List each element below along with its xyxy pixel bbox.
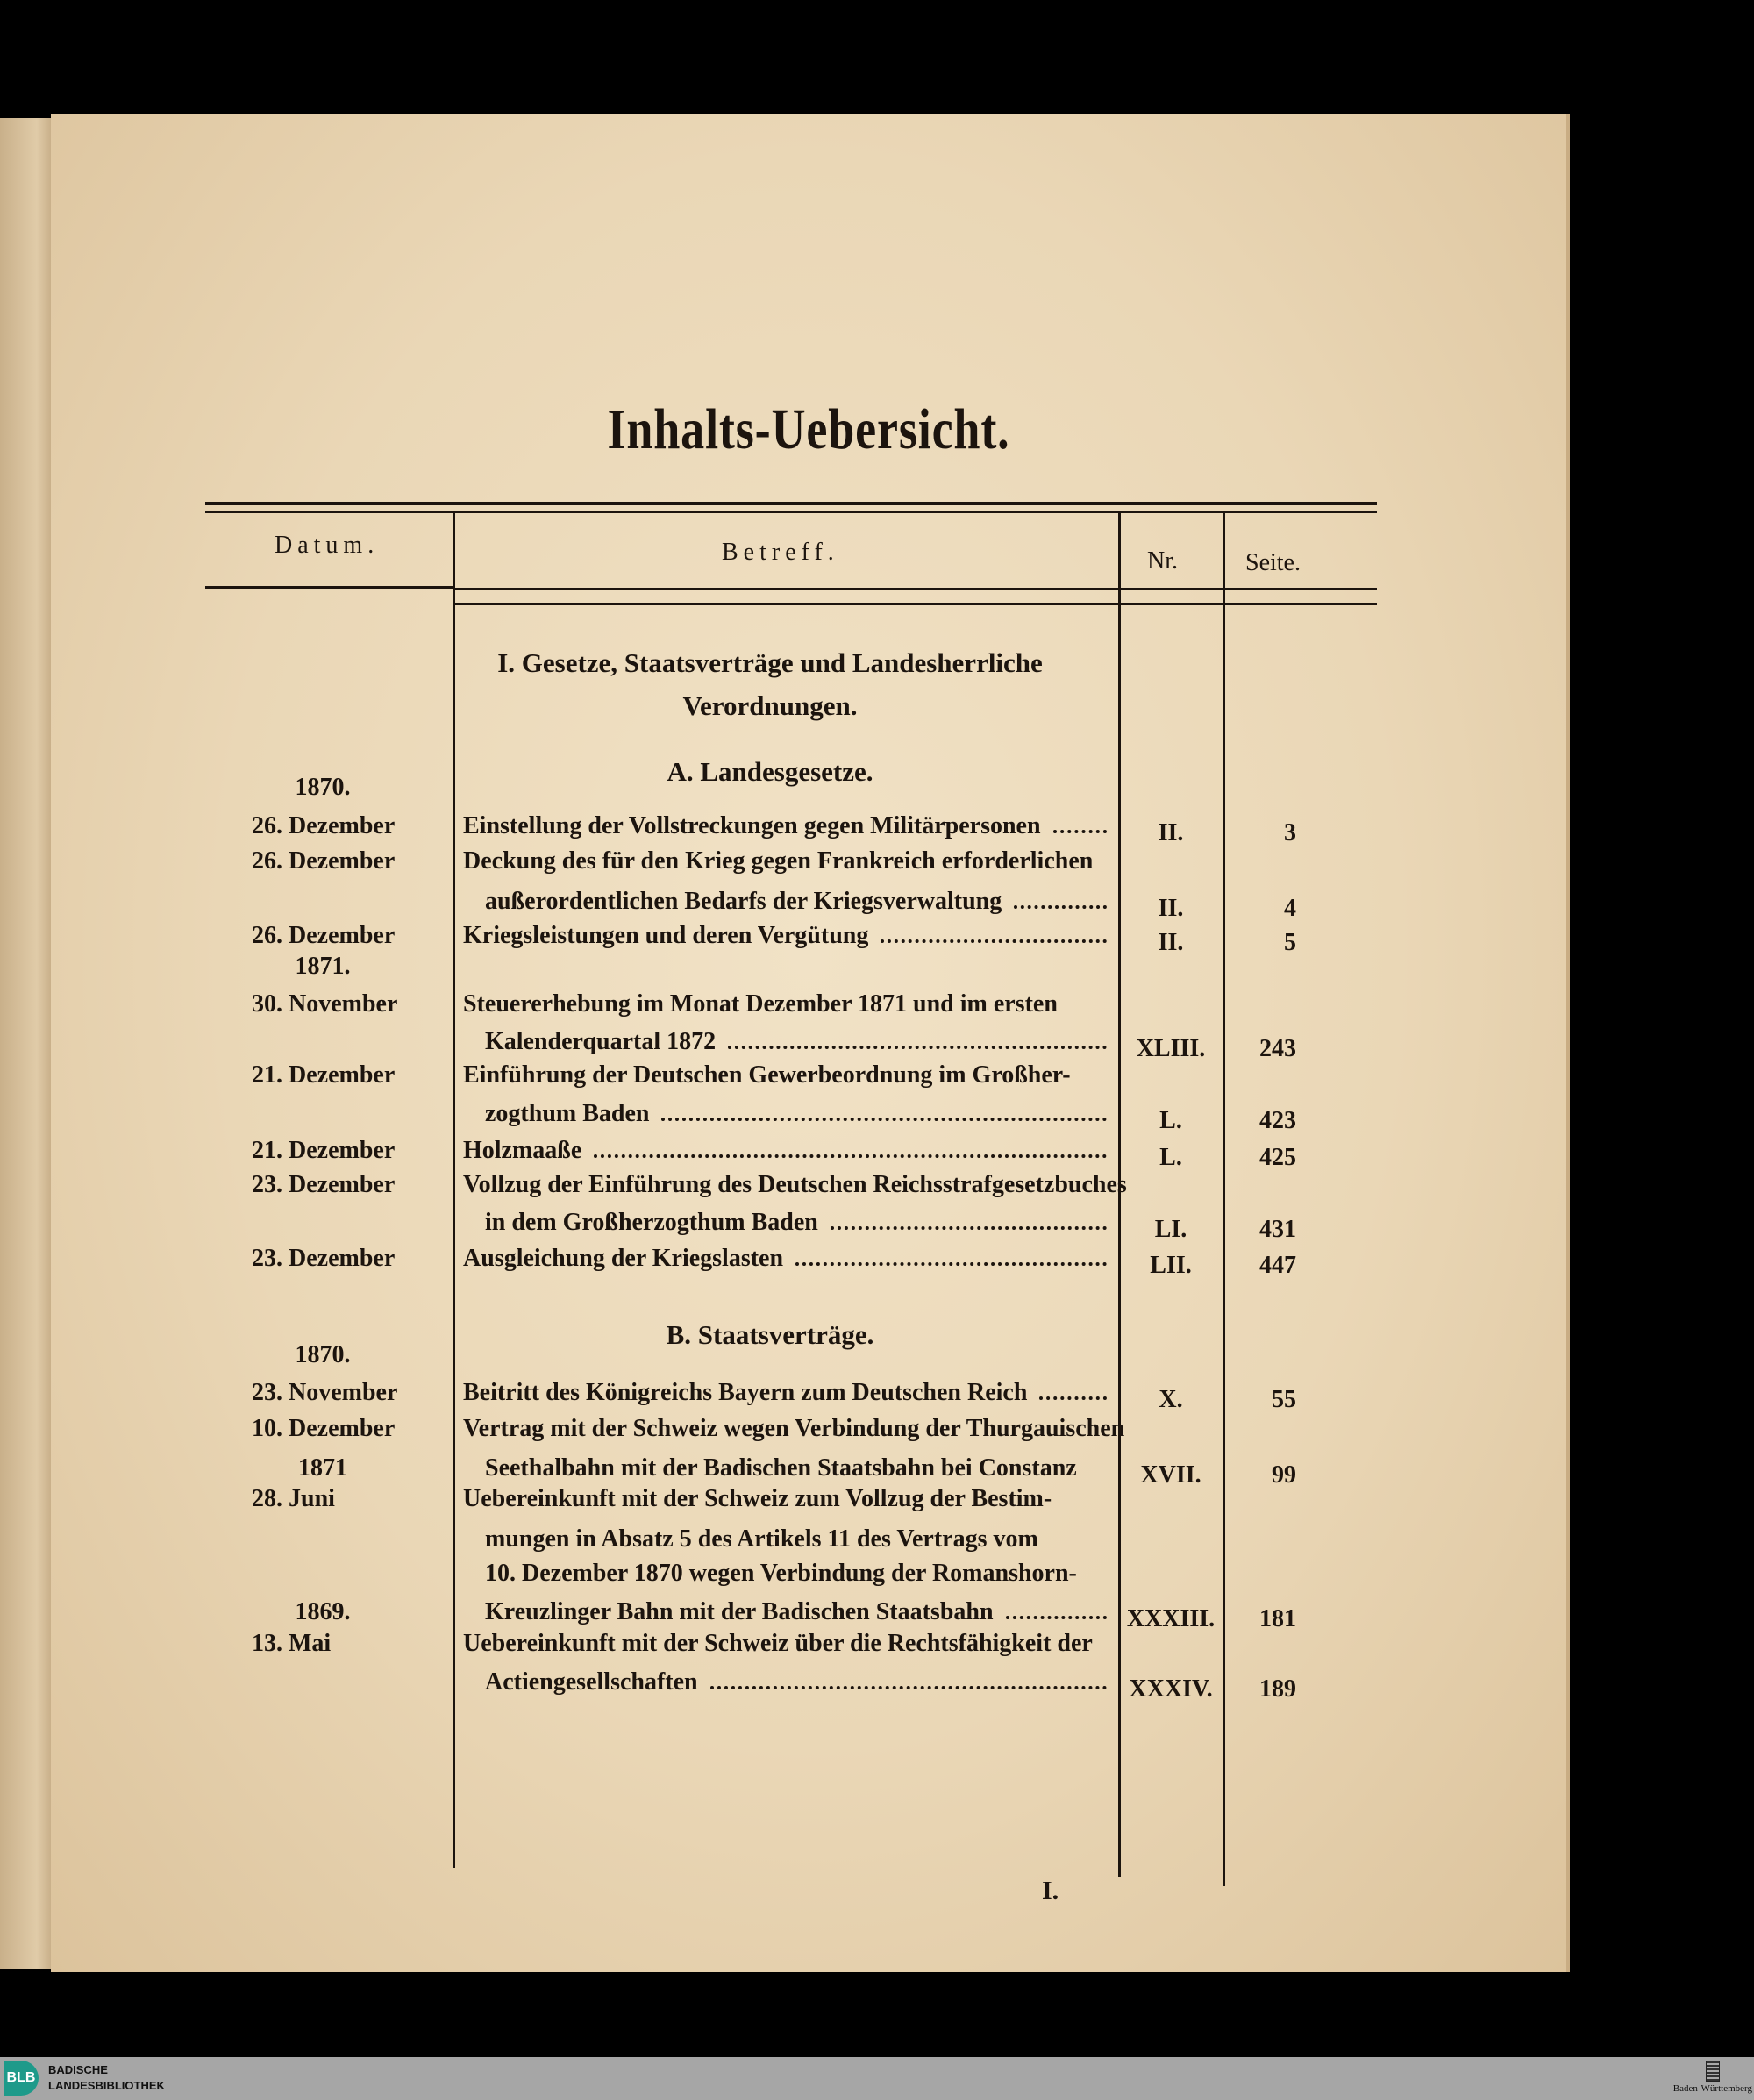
state-logo [1673, 2061, 1752, 2094]
entry-date: 28. Juni [252, 1485, 335, 1512]
entry-subject-text: Holzmaaße [463, 1137, 582, 1164]
entry-date: 13. Mai [252, 1630, 332, 1657]
year-label: 1871. [295, 953, 351, 980]
entry-subject-text: Uebereinkunft mit der Schweiz zum Vollzug der Bestim- [463, 1485, 1052, 1512]
entry-subject-text: Actiengesellschaften [485, 1668, 698, 1696]
entry-subject-text: in dem Großherzogthum Baden [485, 1209, 818, 1236]
entry-subject [463, 1626, 1112, 1661]
entry-subject-text: Einführung der Deutschen Gewerbeordnung im Großher- [463, 1061, 1071, 1089]
entry-page: 243 [1259, 1035, 1296, 1062]
dot-leader [728, 1045, 1107, 1049]
dot-leader [1039, 1396, 1107, 1400]
entry-date: 21. Dezember [252, 1137, 396, 1164]
entry-subject [485, 1205, 1112, 1240]
entry-subject [485, 1595, 1112, 1630]
page-number: I. [1042, 1876, 1059, 1905]
entry-subject-text: Vertrag mit der Schweiz wegen Verbindung der Thurgauischen [463, 1415, 1125, 1442]
subsection-heading-a: A. Landesgesetze. [667, 756, 873, 787]
page-title: Inhalts-Uebersicht. [607, 397, 1010, 461]
library-name [48, 2062, 165, 2094]
dot-leader [881, 939, 1107, 943]
entry-subject [463, 1241, 1112, 1276]
year-label: 1871 [298, 1454, 347, 1482]
dot-leader [831, 1225, 1107, 1230]
entry-subject [485, 884, 1112, 919]
entry-number: XXXIV. [1129, 1675, 1213, 1703]
footer-bar [0, 2057, 1754, 2100]
dot-leader [661, 1117, 1107, 1121]
entry-subject-text: Einstellung der Vollstreckungen gegen Militärpersonen [463, 812, 1041, 839]
entry-subject [463, 987, 1112, 1022]
entry-subject-text: Ausgleichung der Kriegslasten [463, 1245, 784, 1272]
entry-subject-text: Kriegsleistungen und deren Vergütung [463, 922, 869, 949]
entry-number: XXXIII. [1126, 1605, 1216, 1632]
header-rule-2 [453, 603, 1377, 605]
entry-date: 23. Dezember [252, 1245, 396, 1272]
entry-date: 30. November [252, 990, 398, 1018]
table-top-rule [205, 502, 1377, 505]
dot-leader [594, 1154, 1107, 1158]
column-header-nr: Nr. [1147, 547, 1178, 575]
entry-date: 26. Dezember [252, 922, 396, 949]
column-header-datum: Datum. [275, 532, 380, 559]
entry-subject [463, 1133, 1112, 1168]
entry-number: L. [1159, 1144, 1182, 1171]
state-name: Baden-Württemberg [1672, 2083, 1752, 2094]
header-rule [453, 588, 1377, 590]
blb-logo: BLB [4, 2061, 39, 2096]
entry-page: 425 [1259, 1144, 1296, 1171]
dot-leader [710, 1685, 1107, 1689]
entry-subject-text: Deckung des für den Krieg gegen Frankreich erforderlichen [463, 847, 1094, 875]
entry-page: 181 [1259, 1605, 1296, 1632]
subsection-heading-b: B. Staatsverträge. [666, 1319, 874, 1350]
entry-number: LI. [1154, 1216, 1187, 1243]
entry-subject [485, 1522, 1112, 1557]
entry-subject [485, 1451, 1112, 1486]
entry-subject [485, 1556, 1112, 1591]
entry-number: L. [1159, 1107, 1182, 1134]
year-label: 1869. [295, 1598, 351, 1625]
entry-number: XVII. [1140, 1461, 1201, 1489]
entry-subject [463, 918, 1112, 954]
entry-subject-text: mungen in Absatz 5 des Artikels 11 des Vertrags vom [485, 1525, 1038, 1553]
dot-leader [795, 1261, 1107, 1266]
entry-number: II. [1158, 819, 1184, 846]
entry-page: 431 [1259, 1216, 1296, 1243]
column-header-seite: Seite. [1245, 549, 1301, 576]
entry-subject [463, 1482, 1112, 1517]
entry-subject [463, 1058, 1112, 1093]
entry-page: 189 [1259, 1675, 1296, 1703]
entry-subject-text: Vollzug der Einführung des Deutschen Reichsstrafgesetzbuches [463, 1171, 1127, 1198]
entry-page: 55 [1272, 1386, 1296, 1413]
entry-subject-text: Kalenderquartal 1872 [485, 1028, 717, 1055]
entry-number: II. [1158, 895, 1184, 922]
entry-subject-text: Seethalbahn mit der Badischen Staatsbahn bei Constanz [485, 1454, 1077, 1482]
entry-number: LII. [1150, 1252, 1192, 1279]
entry-number: XLIII. [1136, 1035, 1206, 1062]
entry-subject [463, 809, 1112, 844]
entry-subject [463, 1168, 1127, 1203]
table-top-rule-2 [205, 511, 1377, 513]
dot-leader [1014, 904, 1107, 909]
dot-leader [1053, 829, 1107, 833]
entry-subject [463, 1375, 1112, 1411]
document-page [51, 114, 1570, 1972]
header-rule-date [205, 586, 453, 589]
entry-subject-text: außerordentlichen Bedarfs der Kriegsverwaltung [485, 888, 1002, 915]
column-header-betreff: Betreff. [722, 539, 839, 566]
dot-leader [1006, 1615, 1107, 1619]
entry-subject-text: Steuererhebung im Monat Dezember 1871 und im ersten [463, 990, 1058, 1018]
entry-subject-text: 10. Dezember 1870 wegen Verbindung der Romanshorn- [485, 1560, 1077, 1587]
year-label: 1870. [295, 1341, 351, 1368]
entry-date: 10. Dezember [252, 1415, 396, 1442]
entry-page: 3 [1284, 819, 1296, 846]
entry-subject [485, 1096, 1112, 1132]
library-name-line-2: LANDESBIBLIOTHEK [48, 2079, 165, 2092]
entry-subject [463, 1411, 1125, 1446]
entry-date: 23. November [252, 1379, 398, 1406]
entry-page: 447 [1259, 1252, 1296, 1279]
entry-page: 99 [1272, 1461, 1296, 1489]
entry-subject-text: zogthum Baden [485, 1100, 650, 1127]
entry-subject-text: Uebereinkunft mit der Schweiz über die Rechtsfähigkeit der [463, 1630, 1093, 1657]
entry-date: 23. Dezember [252, 1171, 396, 1198]
entry-page: 423 [1259, 1107, 1296, 1134]
year-label: 1870. [295, 774, 351, 801]
entry-subject [485, 1025, 1112, 1060]
entry-number: X. [1159, 1386, 1183, 1413]
entry-date: 21. Dezember [252, 1061, 396, 1089]
entry-date: 26. Dezember [252, 847, 396, 875]
entry-subject-text: Beitritt des Königreichs Bayern zum Deutschen Reich [463, 1379, 1028, 1406]
entry-date: 26. Dezember [252, 812, 396, 839]
coat-of-arms-icon [1706, 2061, 1720, 2082]
entry-subject-text: Kreuzlinger Bahn mit der Badischen Staatsbahn [485, 1598, 994, 1625]
entry-subject [485, 1665, 1112, 1700]
entry-page: 4 [1284, 895, 1296, 922]
entry-subject [463, 844, 1112, 879]
entry-number: II. [1158, 929, 1184, 956]
section-heading-line-1: I. Gesetze, Staatsverträge und Landesherrliche [497, 647, 1043, 678]
section-heading-line-2: Verordnungen. [682, 690, 858, 721]
library-name-line-1: BADISCHE [48, 2063, 108, 2076]
entry-page: 5 [1284, 929, 1296, 956]
